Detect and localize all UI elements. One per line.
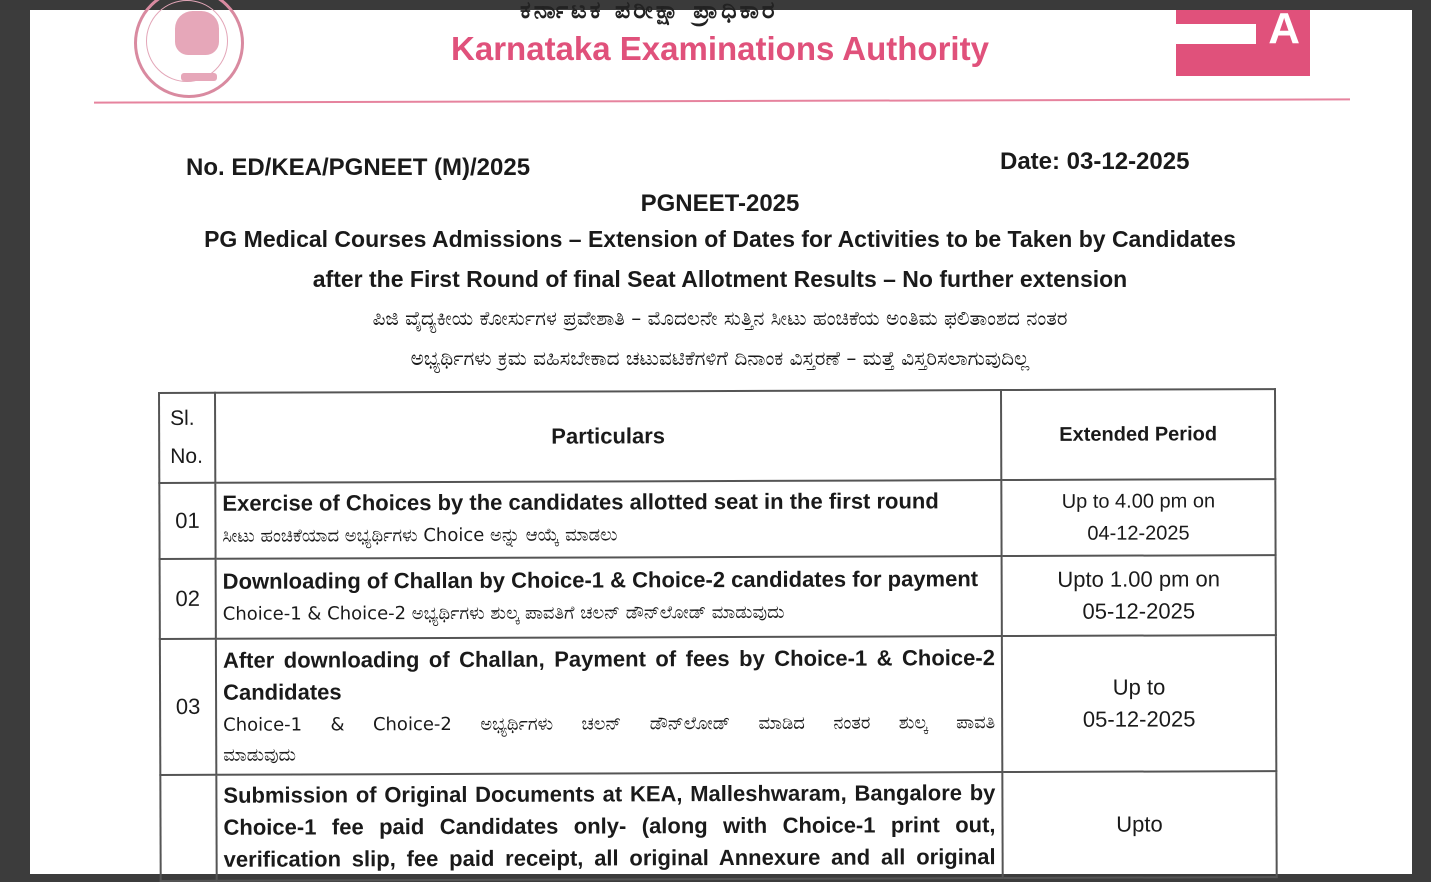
- row-particulars: [216, 772, 1002, 881]
- kea-logo-letter: A: [1268, 4, 1300, 53]
- particulars-kannada-line-2: ಮಾಡುವುದು: [223, 744, 296, 766]
- extended-line-1: Up to: [1112, 674, 1166, 700]
- karnataka-seal-icon: [134, 0, 244, 98]
- notice-date: Date: 03-12-2025: [1000, 148, 1190, 175]
- row-sl-no: [160, 775, 216, 881]
- authority-title: Karnataka Examinations Authority: [451, 30, 989, 67]
- table-row: [160, 555, 1276, 639]
- particulars-english-line-3: verification slip, fee paid receipt, all original Annexure and all original: [223, 844, 996, 872]
- extended-line-1: Upto: [1116, 811, 1163, 837]
- seal-emblem: [175, 11, 219, 55]
- row-sl-no: 03: [160, 639, 216, 775]
- particulars-english-line-2: Candidates: [223, 679, 342, 705]
- header-particulars: Particulars: [215, 390, 1001, 483]
- header-sl-no: [159, 393, 215, 483]
- header-sl-line1: Sl.: [170, 406, 195, 430]
- extended-line-2: 04-12-2025: [1087, 522, 1190, 545]
- particulars-english-line-1: After downloading of Challan, Payment of fees by Choice-1 & Choice-2: [222, 645, 995, 673]
- reference-number: No. ED/KEA/PGNEET (M)/2025: [186, 154, 531, 181]
- seal-base: [181, 73, 217, 81]
- subject-kannada-line-1: ಪಿಜಿ ವೈದ್ಯಕೀಯ ಕೋರ್ಸುಗಳ ಪ್ರವೇಶಾತಿ – ಮೊದಲನೇ ಸುತ್ತಿನ ಸೀಟು ಹಂಚಿಕೆಯ ಅಂತಿಮ ಫಲಿತಾಂಶದ ನಂತರ: [372, 306, 1068, 330]
- subject-line-1: PG Medical Courses Admissions – Extension of Dates for Activities to be Taken by Candidates: [204, 226, 1236, 252]
- row-extended-period: [1001, 479, 1275, 556]
- row-sl-no: 01: [159, 483, 215, 559]
- header-sl-line2: No.: [170, 444, 203, 468]
- particulars-english-line-1: Submission of Original Documents at KEA, Malleshwaram, Bangalore by: [223, 780, 996, 808]
- row-sl-no: 02: [160, 559, 216, 639]
- row-particulars: [216, 636, 1002, 775]
- particulars-english-line-2: Choice-1 fee paid Candidates only- (along with Choice-1 print out,: [223, 812, 996, 840]
- header-divider: [94, 98, 1350, 103]
- particulars-english: Downloading of Challan by Choice-1 & Choice-2 candidates for payment: [222, 566, 979, 594]
- table-row: [159, 479, 1275, 559]
- extended-line-1: Upto 1.00 pm on: [1057, 566, 1221, 592]
- row-particulars: [216, 556, 1002, 639]
- kea-logo-icon: [1176, 4, 1310, 76]
- particulars-kannada-line-1: Choice-1 & Choice-2 ಅಭ್ಯರ್ಥಿಗಳು ಚಲನ್ ಡೌನ್‌ಲೋಡ್ ಮಾಡಿದ ನಂತರ ಶುಲ್ಕ ಪಾವತಿ: [223, 712, 996, 736]
- table-row: [160, 635, 1276, 775]
- table-row: [160, 771, 1276, 881]
- particulars-kannada: Choice-1 & Choice-2 ಅಭ್ಯರ್ಥಿಗಳು ಶುಲ್ಕ ಪಾವತಿಗೆ ಚಲನ್ ಡೌನ್‌ಲೋಡ್ ಮಾಡುವುದು: [222, 601, 785, 625]
- header-extended-period: Extended Period: [1001, 389, 1275, 480]
- particulars-english: Exercise of Choices by the candidates allotted seat in the first round: [222, 488, 939, 516]
- table-header-row: [159, 389, 1275, 483]
- subject-kannada-line-2: ಅಭ್ಯರ್ಥಿಗಳು ಕ್ರಮ ವಹಿಸಬೇಕಾದ ಚಟುವಟಿಕೆಗಳಿಗೆ ದಿನಾಂಕ ವಿಸ್ತರಣೆ – ಮತ್ತೆ ವಿಸ್ತರಿಸಲಾಗುವುದಿಲ್ಲ: [410, 346, 1030, 370]
- row-extended-period: [1002, 771, 1276, 878]
- extended-line-2: 05-12-2025: [1082, 598, 1196, 624]
- row-extended-period: [1002, 555, 1276, 636]
- subject-line-2: after the First Round of final Seat Allotment Results – No further extension: [312, 266, 1128, 292]
- particulars-kannada: ಸೀಟು ಹಂಚಿಕೆಯಾದ ಅಭ್ಯರ್ಥಿಗಳು Choice ಅನ್ನು ಆಯ್ಕೆ ಮಾಡಲು: [222, 524, 618, 547]
- exam-name: PGNEET-2025: [640, 190, 800, 217]
- extended-line-1: Up to 4.00 pm on: [1061, 490, 1216, 513]
- kea-logo-band: [1176, 24, 1256, 44]
- authority-title-kannada: ಕರ್ನಾಟಕ ಪರೀಕ್ಷಾ ಪ್ರಾಧಿಕಾರ: [520, 0, 778, 24]
- row-extended-period: [1002, 635, 1276, 772]
- document-page: [30, 0, 1412, 874]
- seal-inner-ring: [146, 0, 228, 82]
- schedule-table: [158, 388, 1278, 882]
- extended-line-2: 05-12-2025: [1082, 706, 1196, 732]
- row-particulars: [215, 480, 1001, 559]
